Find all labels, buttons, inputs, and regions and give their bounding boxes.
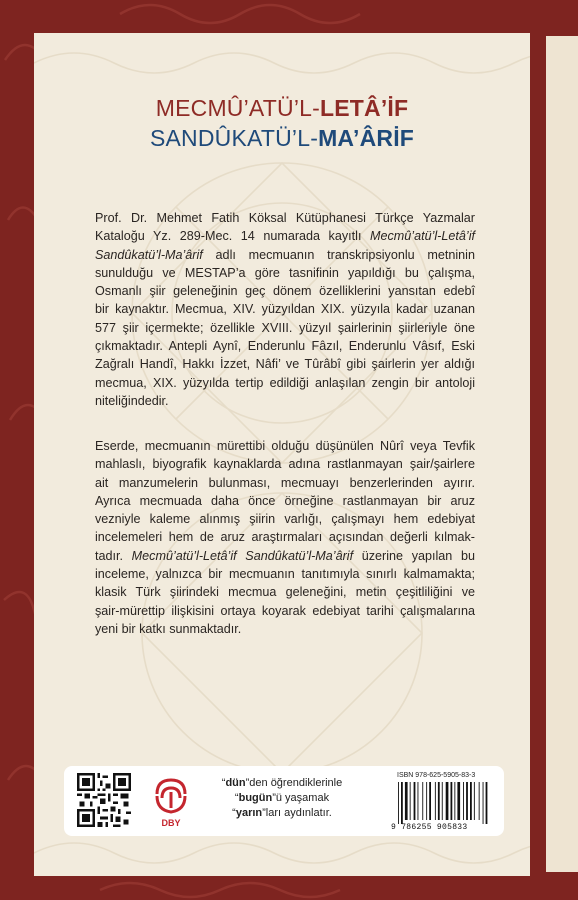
qr-code-icon[interactable] [77, 773, 131, 827]
isbn-digits: 9 786255 905833 [391, 823, 468, 832]
footer-info-box [64, 766, 504, 836]
book-title-line-1: MECMÛ’ATÜ’L-LETÂ’İF [155, 95, 409, 121]
publisher-logo-text: DBY [161, 818, 181, 828]
back-cover-panel [34, 33, 530, 876]
isbn-label: ISBN 978-625-5905-83-3 [397, 772, 476, 779]
description-paragraph-2: Eserde, mecmuanın mürettibi olduğu düşünülen Nûrî veya Tevfik mahlaslı, biyografik kaynaklarda adına rastlanmayan şair/şairlere ait manzumelerin bulunması, mecmuayı benzerlerinden ayırır. Ayrıca mecmuada daha önce örneğine rastlanmayan bir aruz vezniyle kaleme alınmış şiirin varlığı, çalışmayı hem edebiyat incelemeleri hem de aruz araştırmaları açısından değerli kılmak- tadır. Mecmû’atü’l-Letâ’if Sandûkatü’l-Ma’ârif üzerine yapılan bu inceleme, yalnızca bir mecmuanın tanıtımıyla sınırlı kalmamakta; klasik Türk şiirindeki mecmua geleneğini, metin çeşitliliğini ve şair-mürettip ilişkisini ortaya koyarak edebiyat tarihi çalışmalarına yeni bir katkı sunmaktadır. [95, 439, 475, 636]
book-title-line-2: SANDÛKATÜ’L-MA’ÂRİF [149, 125, 415, 151]
description-paragraph-1: Prof. Dr. Mehmet Fatih Köksal Kütüphanesi Türkçe Yazmalar Kataloğu Yz. 289-Mec. 14 numarada kayıtlı Mecmû’atü’l-Letâ’if Sandûkatü’l-Ma’ârif adlı mecmuanın transkripsiyonlu metninin sunulduğu ve MESTAP’a göre tasnifinin yapıldığı bu çalışma, Osmanlı şiir geleneğinin geç dönem özelliklerini yansıtan edebî bir kaynaktır. Mecmua, XIV. yüzyıldan XIX. yüzyıla kadar uzanan 577 şiir içermekte; özellikle XVIII. yüzyıl şairlerinin şiirleriyle öne çıkmaktadır. Antepli Aynî, Enderunlu Fâzıl, Enderunlu Vâsıf, Eski Zağralı Handî, Hakkı İzzet, Nâfi’ ve Tûrâbî gibi şairlerin yer aldığı mecmua, XIX. yüzyılda tertip edildiği anlaşılan zengin bir antoloji niteliğindedir. [95, 211, 475, 408]
publisher-slogan: “dün”den öğrendiklerinle “bugün”ü yaşamak “yarın”ları aydınlatır. [221, 777, 343, 819]
publisher-logo-icon [151, 774, 191, 830]
spine-edge [546, 36, 578, 872]
